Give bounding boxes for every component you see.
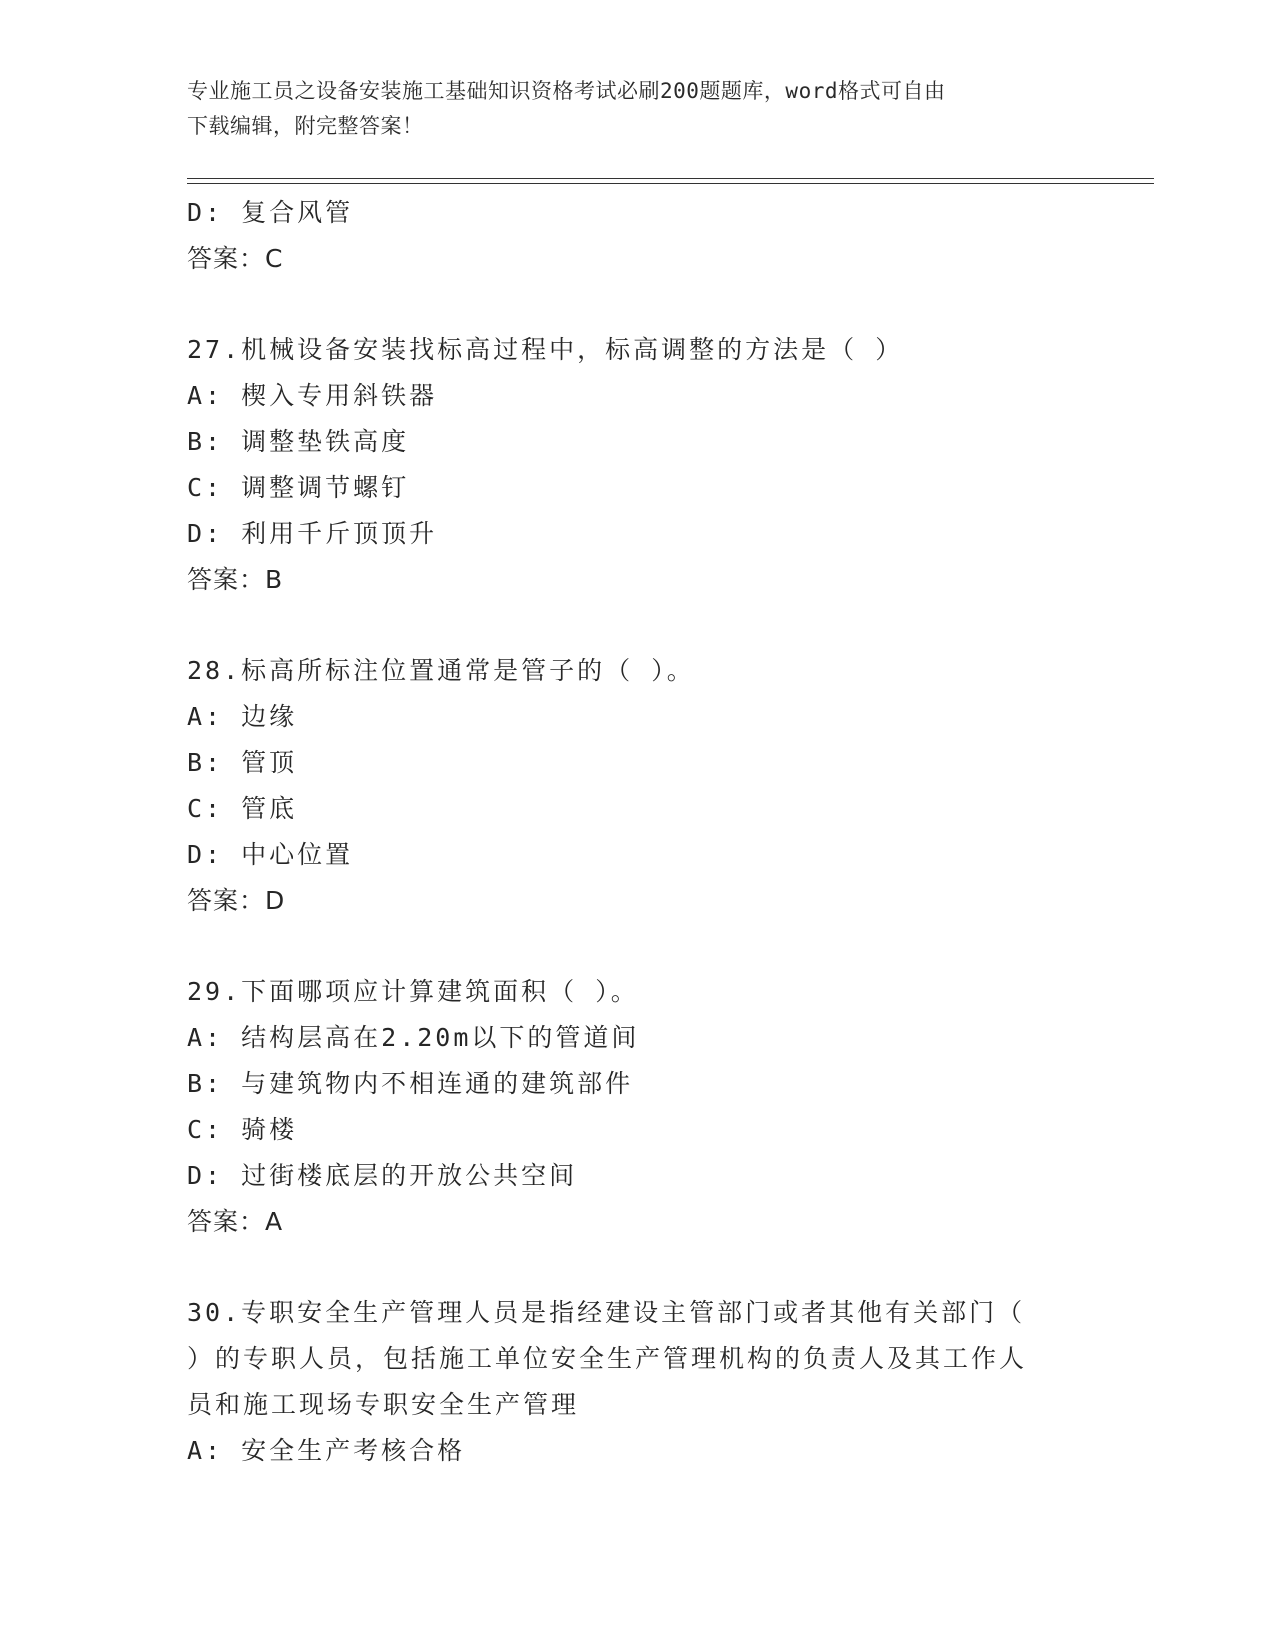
q29-stem: 29.下面哪项应计算建筑面积（ ）。 [187, 977, 639, 1006]
q27-option-d: D: 利用千斤顶顶升 [187, 519, 438, 548]
q28-answer: 答案：D [187, 886, 286, 915]
q28-option-a: A: 边缘 [187, 702, 298, 731]
header-divider-top [187, 178, 1154, 179]
question-content [187, 190, 1117, 1474]
q28-stem: 28.标高所标注位置通常是管子的（ ）。 [187, 656, 695, 685]
q28-option-d: D: 中心位置 [187, 840, 354, 869]
q30-stem-line-2: ）的专职人员，包括施工单位安全生产管理机构的负责人及其工作人 [187, 1344, 1028, 1373]
question-29 [187, 969, 1117, 1245]
q26-option-d: D: 复合风管 [187, 198, 354, 227]
question-30 [187, 1290, 1117, 1474]
q27-stem: 27.机械设备安装找标高过程中，标高调整的方法是（ ） [187, 335, 904, 364]
question-27 [187, 327, 1117, 603]
q29-option-a: A: 结构层高在2.20m以下的管道间 [187, 1023, 640, 1052]
question-spacer [187, 603, 1117, 648]
q29-option-b: B: 与建筑物内不相连通的建筑部件 [187, 1069, 634, 1098]
q30-stem-line-3: 员和施工现场专职安全生产管理 [187, 1390, 580, 1419]
q27-answer: 答案：B [187, 565, 284, 594]
q27-option-b: B: 调整垫铁高度 [187, 427, 410, 456]
q27-option-c: C: 调整调节螺钉 [187, 473, 410, 502]
header-line-2: 下载编辑，附完整答案！ [187, 114, 424, 138]
header-divider-bottom [187, 183, 1154, 184]
q29-answer: 答案：A [187, 1207, 284, 1236]
q26-answer: 答案：C [187, 244, 284, 273]
q27-option-a: A: 楔入专用斜铁器 [187, 381, 438, 410]
question-28 [187, 648, 1117, 924]
question-spacer [187, 1245, 1117, 1290]
header-line-1: 专业施工员之设备安装施工基础知识资格考试必刷200题题库，word格式可自由 [187, 79, 946, 103]
q29-option-d: D: 过街楼底层的开放公共空间 [187, 1161, 578, 1190]
document-header [187, 74, 1087, 144]
q30-option-a: A: 安全生产考核合格 [187, 1436, 466, 1465]
q28-option-b: B: 管顶 [187, 748, 298, 777]
q28-option-c: C: 管底 [187, 794, 298, 823]
question-spacer [187, 924, 1117, 969]
q29-option-c: C: 骑楼 [187, 1115, 298, 1144]
q30-stem-line-1: 30.专职安全生产管理人员是指经建设主管部门或者其他有关部门（ [187, 1298, 1026, 1327]
question-spacer [187, 282, 1117, 327]
